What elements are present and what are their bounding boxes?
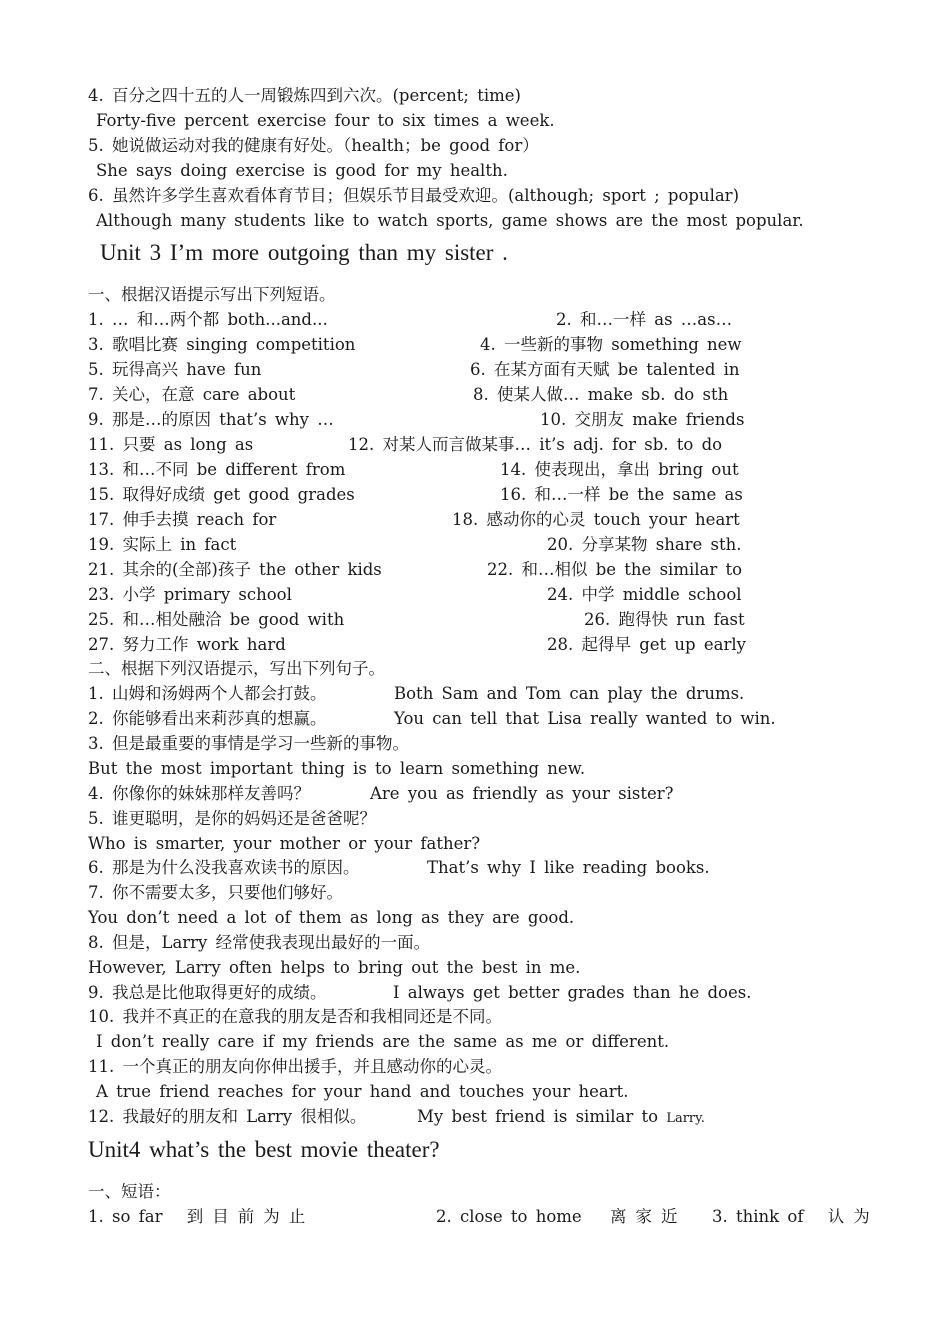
sentence-cn: 4. 你像你的妹妹那样友善吗？ [88, 784, 310, 803]
sentence-en-main: My best friend is similar to [417, 1107, 659, 1126]
phrase-item: 24. 中学 middle school [547, 585, 742, 604]
sentence-en: Although many students like to watch sports, game shows are the most popular. [96, 211, 804, 230]
sentence-cn: 6. 那是为什么没我喜欢读书的原因。 [88, 858, 360, 877]
phrase-item: 15. 取得好成绩 get good grades [88, 485, 355, 504]
phrase-item: 26. 跑得快 run fast [584, 610, 745, 629]
phrase-cn: 离家近 [609, 1207, 687, 1226]
sentence-en: Both Sam and Tom can play the drums. [394, 684, 745, 703]
sentence-en: But the most important thing is to learn something new. [88, 759, 586, 778]
phrase-item: 18. 感动你的心灵 touch your heart [452, 510, 740, 529]
phrase-item: 21. 其余的(全部)孩子 the other kids [88, 560, 382, 579]
phrase-item: 23. 小学 primary school [88, 585, 292, 604]
sentence-cn: 7. 你不需要太多，只要他们够好。 [88, 883, 343, 902]
phrase-item [88, 1206, 314, 1228]
phrase-item: 28. 起得早 get up early [547, 635, 746, 654]
sentence-cn: 2. 你能够看出来莉莎真的想赢。 [88, 709, 327, 728]
sentence-cn: 8. 但是，Larry 经常使我表现出最好的一面。 [88, 933, 431, 952]
sentence-en: I don’t really care if my friends are the same as me or different. [96, 1032, 670, 1051]
unit3-title: Unit 3 I’m more outgoing than my sister . [100, 240, 508, 265]
sentence-en: Who is smarter, your mother or your father? [88, 834, 481, 853]
sentence-en: You can tell that Lisa really wanted to win. [394, 709, 776, 728]
phrase-item: 27. 努力工作 work hard [88, 635, 286, 654]
sentence-en: That’s why I like reading books. [427, 858, 710, 877]
sentence-cn: 5. 她说做运动对我的健康有好处。（health；be good for） [88, 136, 539, 155]
phrase-item: 16. 和…一样 be the same as [500, 485, 743, 504]
sentence-cn: 10. 我并不真正的在意我的朋友是否和我相同还是不同。 [88, 1007, 502, 1026]
sentence-en: She says doing exercise is good for my health. [96, 161, 508, 180]
phrase-item: 3. 歌唱比赛 singing competition [88, 335, 356, 354]
phrase-en: 3. think of [712, 1207, 804, 1226]
section-heading: 二、根据下列汉语提示，写出下列句子。 [88, 659, 385, 678]
sentence-en: However, Larry often helps to bring out the best in me. [88, 958, 581, 977]
phrase-en: 2. close to home [436, 1207, 582, 1226]
phrase-item: 13. 和…不同 be different from [88, 460, 346, 479]
unit4-title: Unit4 what’s the best movie theater? [88, 1137, 440, 1162]
sentence-en-tail: Larry. [666, 1111, 705, 1126]
sentence-cn: 6. 虽然许多学生喜欢看体育节目；但娱乐节目最受欢迎。(although; sport ; popular) [88, 186, 740, 205]
sentence-cn: 3. 但是最重要的事情是学习一些新的事物。 [88, 734, 409, 753]
phrase-cn: 认为 [827, 1207, 879, 1226]
phrase-item: 2. 和…一样 as …as… [556, 310, 733, 329]
phrase-item: 9. 那是…的原因 that’s why … [88, 410, 334, 429]
sentence-cn: 9. 我总是比他取得更好的成绩。 [88, 983, 327, 1002]
phrase-item: 5. 玩得高兴 have fun [88, 360, 262, 379]
sentence-en: Are you as friendly as your sister? [370, 784, 674, 803]
sentence-en: I always get better grades than he does. [393, 983, 752, 1002]
sentence-en: You don’t need a lot of them as long as they are good. [88, 908, 575, 927]
phrase-item: 1. … 和…两个都 both...and... [88, 310, 328, 329]
phrase-item: 8. 使某人做… make sb. do sth [473, 385, 729, 404]
sentence-cn: 4. 百分之四十五的人一周锻炼四到六次。(percent; time) [88, 86, 521, 105]
phrase-item: 11. 只要 as long as [88, 435, 254, 454]
phrase-item: 22. 和…相似 be the similar to [487, 560, 743, 579]
sentence-en: A true friend reaches for your hand and touches your heart. [96, 1082, 629, 1101]
sentence-cn: 12. 我最好的朋友和 Larry 很相似。 [88, 1107, 367, 1126]
section-heading: 一、短语： [88, 1182, 171, 1201]
phrase-item [436, 1206, 686, 1228]
phrase-item: 7. 关心，在意 care about [88, 385, 296, 404]
sentence-cn: 1. 山姆和汤姆两个人都会打鼓。 [88, 684, 327, 703]
sentence-cn: 5. 谁更聪明，是你的妈妈还是爸爸呢？ [88, 809, 376, 828]
sentence-cn: 11. 一个真正的朋友向你伸出援手，并且感动你的心灵。 [88, 1057, 502, 1076]
phrase-item: 6. 在某方面有天赋 be talented in [470, 360, 740, 379]
phrase-en: 1. so far [88, 1207, 163, 1226]
phrase-item: 10. 交朋友 make friends [540, 410, 745, 429]
phrase-item: 12. 对某人而言做某事… it’s adj. for sb. to do [348, 435, 723, 454]
sentence-en [417, 1106, 705, 1130]
sentence-en: Forty-five percent exercise four to six times a week. [96, 111, 555, 130]
phrase-item: 14. 使表现出，拿出 bring out [500, 460, 739, 479]
phrase-item: 19. 实际上 in fact [88, 535, 237, 554]
phrase-item: 25. 和…相处融洽 be good with [88, 610, 345, 629]
phrase-cn: 到目前为止 [186, 1207, 315, 1226]
phrase-item [712, 1206, 879, 1228]
phrase-item: 20. 分享某物 share sth. [547, 535, 742, 554]
section-heading: 一、根据汉语提示写出下列短语。 [88, 285, 336, 304]
phrase-item: 4. 一些新的事物 something new [480, 335, 742, 354]
phrase-item: 17. 伸手去摸 reach for [88, 510, 277, 529]
